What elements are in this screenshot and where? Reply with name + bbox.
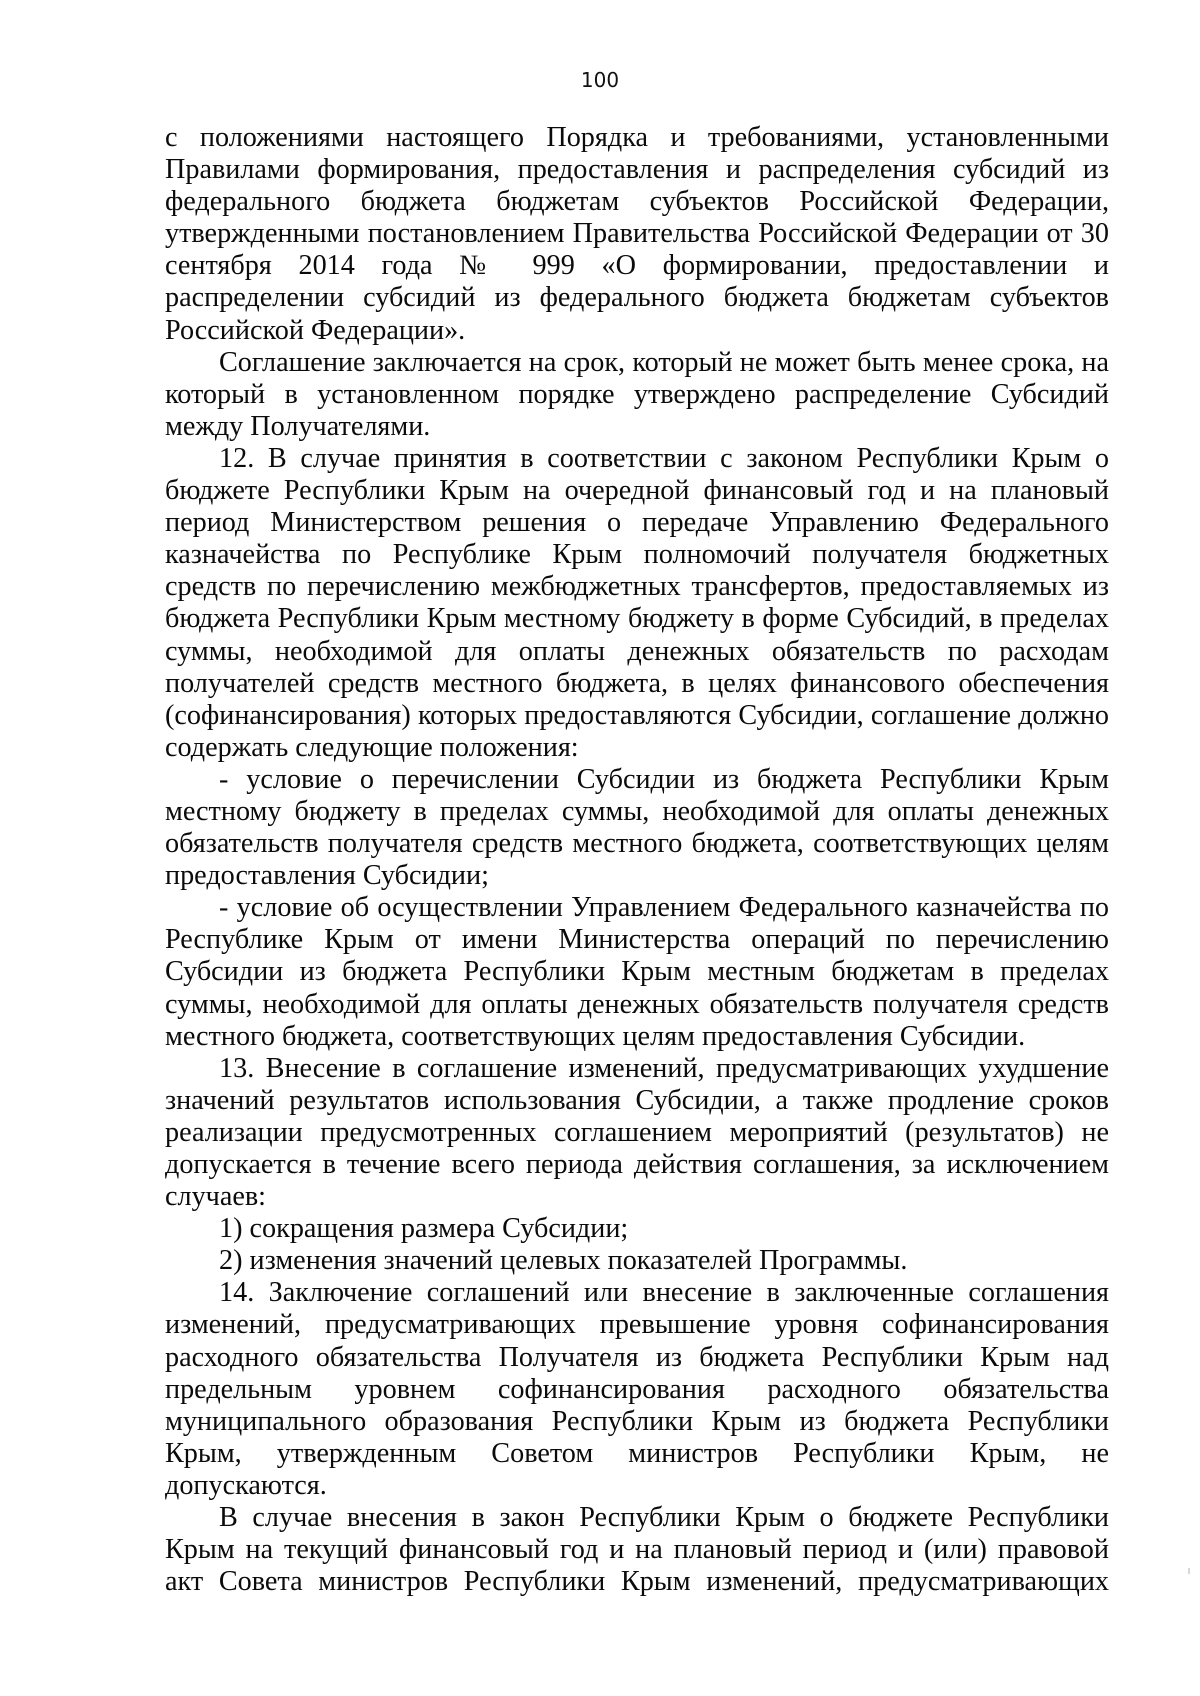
- paragraph-agreement-term: Соглашение заключается на срок, который не может быть менее срока, на который в установленном порядке утверждено распределение Субсидий между Получателями.: [165, 346, 1109, 442]
- paragraph-clause-14: 14. Заключение соглашений или внесение в заключенные соглашения изменений, предусматривающих превышение уровня софинансирования расходного обязательства Получателя из бюджета Республики Крым над предельным уровнем софинансирования расходного обязательства муниципального образования Республики Крым из бюджета Республики Крым, утвержденным Советом министров Республики Крым, не допускаются.: [165, 1277, 1109, 1501]
- paragraph-clause-12: 12. В случае принятия в соответствии с законом Республики Крым о бюджете Республики Крым на очередной финансовый год и на плановый период Министерством решения о передаче Управлению Федерального казначейства по Республике Крым полномочий получателя бюджетных средств по перечислению межбюджетных трансфертов, предоставляемых из бюджета Республики Крым местному бюджету в форме Субсидий, в пределах суммы, необходимой для оплаты денежных обязательств по расходам получателей средств местного бюджета, в целях финансового обеспечения (софинансирования) которых предоставляются Субсидии, соглашение должно содержать следующие положения:: [165, 442, 1109, 763]
- paragraph-budget-changes: В случае внесения в закон Республики Крым о бюджете Республики Крым на текущий финансовый год и на плановый период и (или) правовой акт Совета министров Республики Крым изменений, предусматривающих: [165, 1502, 1109, 1598]
- list-item-2: 2) изменения значений целевых показателей Программы.: [219, 1245, 908, 1277]
- paragraph-clause-13: 13. Внесение в соглашение изменений, предусматривающих ухудшение значений результатов использования Субсидии, а также продление сроков реализации предусмотренных соглашением мероприятий (результатов) не допускается в течение всего периода действия соглашения, за исключением случаев:: [165, 1052, 1109, 1213]
- document-body: [165, 122, 1109, 1598]
- page-number: 100: [580, 68, 620, 92]
- scan-edge-mark: [1188, 1568, 1190, 1574]
- list-item-1: 1) сокращения размера Субсидии;: [219, 1213, 629, 1245]
- paragraph-1-continuation: с положениями настоящего Порядка и требованиями, установленными Правилами формирования, предоставления и распределения субсидий из федерального бюджета бюджетам субъектов Российской Федерации, утвержденными постановлением Правительства Российской Федерации от 30 сентября 2014 года № 999 «О формировании, предоставлении и распределении субсидий из федерального бюджета бюджетам субъектов Российской Федерации».: [165, 122, 1109, 346]
- paragraph-condition-transfer: - условие о перечислении Субсидии из бюджета Республики Крым местному бюджету в пределах суммы, необходимой для оплаты денежных обязательств получателя средств местного бюджета, соответствующих целям предоставления Субсидии;: [165, 763, 1109, 892]
- paragraph-condition-treasury: - условие об осуществлении Управлением Федерального казначейства по Республике Крым от имени Министерства операций по перечислению Субсидии из бюджета Республики Крым местным бюджетам в пределах суммы, необходимой для оплаты денежных обязательств получателя средств местного бюджета, соответствующих целям предоставления Субсидии.: [165, 892, 1109, 1052]
